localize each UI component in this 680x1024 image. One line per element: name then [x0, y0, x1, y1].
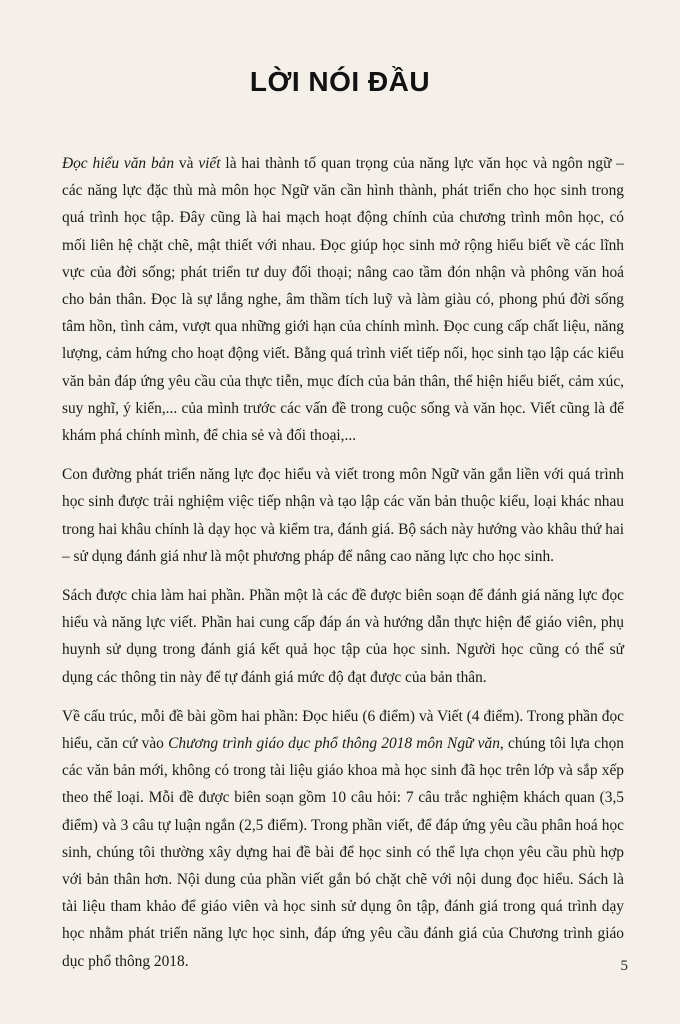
paragraph-2: Con đường phát triển năng lực đọc hiểu và viết trong môn Ngữ văn gắn liền với quá trình học sinh được trải nghiệm việc tiếp nhận và tạo lập các văn bản thuộc kiểu, loại khác nhau trong hai khâu chính là dạy học và kiểm tra, đánh giá. Bộ sách này hướng vào khâu thứ hai – sử dụng đánh giá như là một phương pháp để nâng cao năng lực cho học sinh.	[62, 466, 624, 565]
page-number: 5	[620, 958, 628, 974]
paragraph-4	[62, 703, 624, 975]
connector-text: và	[174, 155, 199, 172]
paragraph-4-after: , chúng tôi lựa chọn các văn bản mới, không có trong tài liệu giáo khoa mà học sinh đã học trên lớp và sắp xếp theo thể loại. Mỗi đề được biên soạn gồm 10 câu hỏi: 7 câu trắc nghiệm khách quan (3,5 điểm) và 3 câu tự luận ngắn (2,5 điểm). Trong phần viết, để đáp ứng yêu cầu phân hoá học sinh, chúng tôi thường xây dựng hai đề bài để học sinh có thể lựa chọn yêu cầu phù hợp với bản thân hơn. Nội dung của phần viết gắn bó chặt chẽ với nội dung đọc hiểu. Sách là tài liệu tham khảo để giáo viên và học sinh sử dụng ôn tập, đánh giá trong quá trình dạy học nhằm phát triển năng lực học sinh, đáp ứng yêu cầu đánh giá của Chương trình giáo dục phổ thông 2018.	[62, 735, 624, 970]
paragraph-1-text: là hai thành tố quan trọng của năng lực văn học và ngôn ngữ – các năng lực đặc thù mà môn học Ngữ văn cần hình thành, phát triển cho học sinh trong quá trình học tập. Đây cũng là hai mạch hoạt động chính của chương trình môn học, có mối liên hệ chặt chẽ, mật thiết với nhau. Đọc giúp học sinh mở rộng hiểu biết về các lĩnh vực của đời sống; phát triển tư duy đối thoại; nâng cao tầm đón nhận và phông văn hoá cho bản thân. Đọc là sự lắng nghe, âm thầm tích luỹ và làm giàu có, phong phú đời sống tâm hồn, tình cảm, vượt qua những giới hạn của chính mình. Đọc cung cấp chất liệu, năng lượng, cảm hứng cho hoạt động viết. Bằng quá trình viết tiếp nối, học sinh tạo lập các kiểu văn bản đáp ứng yêu cầu của thực tiễn, mục đích của bản thân, thể hiện hiểu biết, cảm xúc, suy nghĩ, ý kiến,... của mình trước các vấn đề trong cuộc sống và văn học. Viết cũng là để khám phá chính mình, để chia sẻ và đối thoại,...	[62, 155, 624, 445]
italic-term-reading: Đọc hiểu văn bản	[62, 155, 175, 172]
body-text	[62, 150, 624, 987]
italic-program-title: Chương trình giáo dục phổ thông 2018 môn Ngữ văn	[168, 735, 500, 753]
paragraph-3: Sách được chia làm hai phần. Phần một là các đề được biên soạn để đánh giá năng lực đọc hiểu và năng lực viết. Phần hai cung cấp đáp án và hướng dẫn thực hiện để giáo viên, phụ huynh sử dụng trong đánh giá kết quả học tập của học sinh. Người học cũng có thể sử dụng các thông tin này để tự đánh giá mức độ đạt được của bản thân.	[62, 587, 624, 686]
paragraph-4-before: Về cấu trúc, mỗi đề bài gồm hai phần: Đọc hiểu (6 điểm) và Viết (4 điểm). Trong phần đọc hiểu, căn cứ vào	[62, 707, 624, 753]
italic-term-writing: viết	[198, 155, 221, 172]
page-title: LỜI NÓI ĐẦU	[249, 66, 431, 97]
paragraph-1	[62, 150, 624, 449]
